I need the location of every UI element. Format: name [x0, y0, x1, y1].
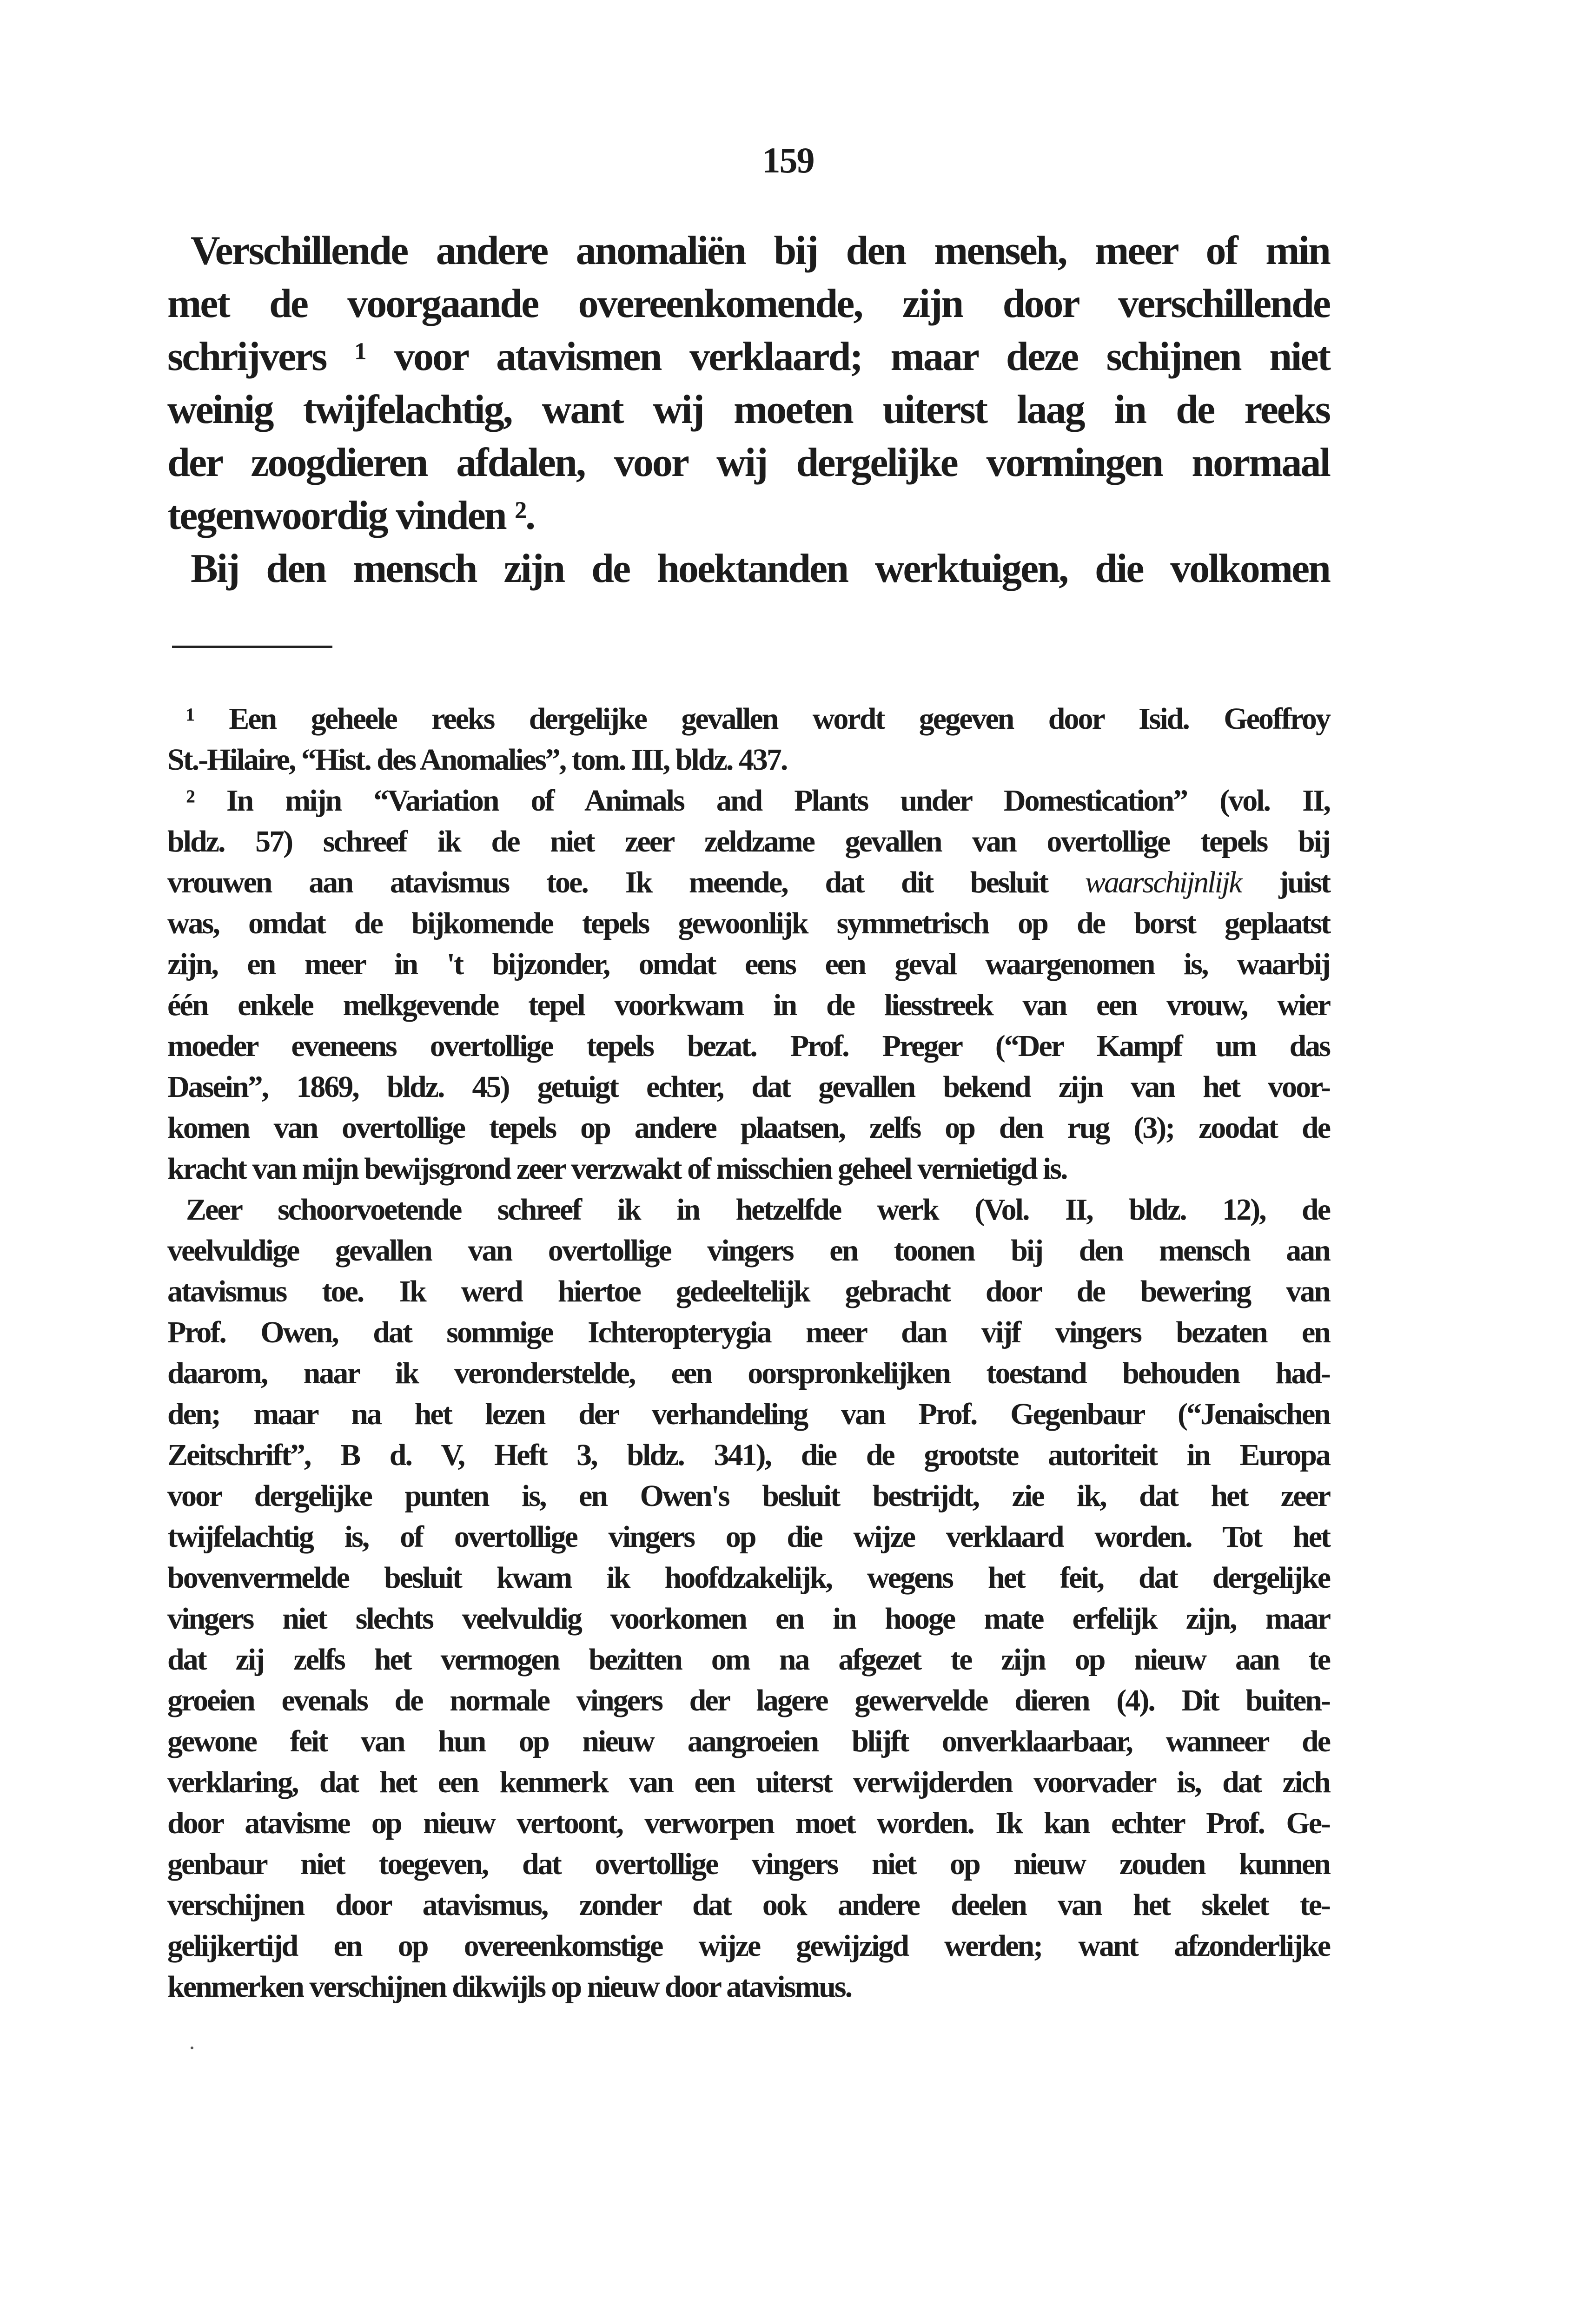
footnote-line: veelvuldige gevallen van overtollige vingers en toonen bij den mensch aan — [167, 1234, 1330, 1268]
footnote-line: Prof. Owen, dat sommige Ichteropterygia meer dan vijf vingers bezaten en — [167, 1315, 1330, 1349]
footnote-text: juist — [1278, 865, 1330, 899]
footnote-line: Zeer schoorvoetende schreef ik in hetzelfde werk (Vol. II, bldz. 12), de — [186, 1193, 1330, 1227]
footnote-line: ¹ Een geheele reeks dergelijke gevallen wordt gegeven door Isid. Geoffroy — [186, 702, 1330, 736]
footnote-line: zijn, en meer in 't bijzonder, omdat eens een geval waargenomen is, waarbij — [167, 947, 1330, 981]
footnote-line: ² In mijn “Variation of Animals and Plants under Domestication” (vol. II, — [186, 784, 1330, 818]
scan-speck — [191, 2047, 193, 2049]
body-line: tegenwoordig vinden ². — [167, 493, 535, 538]
footnotes — [167, 701, 1330, 2005]
footnote-line: bovenvermelde besluit kwam ik hoofdzakelijk, wegens het feit, dat dergelijke — [167, 1561, 1330, 1595]
footnote-line: daarom, naar ik veronderstelde, een oorspronkelijken toestand behouden had- — [167, 1356, 1330, 1390]
footnote-line: Zeitschrift”, B d. V, Heft 3, bldz. 341), die de grootste autoriteit in Europa — [167, 1438, 1330, 1472]
footnote-line: genbaur niet toegeven, dat overtollige vingers niet op nieuw zouden kunnen — [167, 1847, 1330, 1881]
main-text — [167, 228, 1330, 592]
body-line: Bij den mensch zijn de hoektanden werktuigen, die volkomen — [191, 546, 1330, 591]
italic-word: waarschijnlijk — [1085, 865, 1241, 899]
footnote-line: atavismus toe. Ik werd hiertoe gedeeltelijk gebracht door de bewering van — [167, 1274, 1330, 1308]
footnote-line: groeien evenals de normale vingers der lagere gewervelde dieren (4). Dit buiten- — [167, 1684, 1330, 1717]
body-line: schrijvers ¹ voor atavismen verklaard; maar deze schijnen niet — [167, 334, 1330, 379]
footnote-line: was, omdat de bijkomende tepels gewoonlijk symmetrisch op de borst geplaatst — [167, 906, 1330, 940]
footnote-line: voor dergelijke punten is, en Owen's besluit bestrijdt, zie ik, dat het zeer — [167, 1479, 1330, 1513]
footnote-line: verklaring, dat het een kenmerk van een uiterst verwijderden voorvader is, dat zich — [167, 1765, 1330, 1799]
footnote-line: vingers niet slechts veelvuldig voorkomen en in hooge mate erfelijk zijn, maar — [167, 1602, 1330, 1636]
footnote-line: twijfelachtig is, of overtollige vingers op die wijze verklaard worden. Tot het — [167, 1520, 1330, 1554]
page-number: 159 — [762, 140, 814, 180]
footnote-line: één enkele melkgevende tepel voorkwam in de liesstreek van een vrouw, wier — [167, 988, 1330, 1022]
footnote-line: komen van overtollige tepels op andere plaatsen, zelfs op den rug (3); zoodat de — [167, 1111, 1330, 1145]
footnote-line: gewone feit van hun op nieuw aangroeien blijft onverklaarbaar, wanneer de — [167, 1724, 1330, 1758]
body-line: weinig twijfelachtig, want wij moeten uiterst laag in de reeks — [167, 387, 1330, 432]
footnote-line: moeder eveneens overtollige tepels bezat. Prof. Preger (“Der Kampf um das — [167, 1029, 1330, 1063]
footnote-line: verschijnen door atavismus, zonder dat ook andere deelen van het skelet te- — [167, 1888, 1330, 1922]
footnote-line: dat zij zelfs het vermogen bezitten om na afgezet te zijn op nieuw aan te — [167, 1643, 1330, 1677]
footnote-line: gelijkertijd en op overeenkomstige wijze gewijzigd werden; want afzonderlijke — [167, 1929, 1330, 1963]
footnote-line: Dasein”, 1869, bldz. 45) getuigt echter, dat gevallen bekend zijn van het voor- — [167, 1070, 1330, 1104]
footnote-line: kracht van mijn bewijsgrond zeer verzwakt of misschien geheel vernietigd is. — [167, 1152, 1067, 1186]
footnote-text: vrouwen aan atavismus toe. Ik meende, dat dit besluit — [167, 865, 1047, 899]
body-line: Verschillende andere anomaliën bij den menseh, meer of min — [191, 228, 1330, 273]
footnote-line: den; maar na het lezen der verhandeling van Prof. Gegenbaur (“Jenaischen — [167, 1397, 1330, 1431]
footnote-line: St.-Hilaire, “Hist. des Anomalies”, tom. III, bldz. 437. — [167, 743, 787, 777]
body-line: met de voorgaande overeenkomende, zijn door verschillende — [167, 281, 1330, 326]
footnote-separator — [172, 646, 332, 648]
footnote-line: bldz. 57) schreef ik de niet zeer zeldzame gevallen van overtollige tepels bij — [167, 825, 1330, 858]
footnote-line — [167, 865, 1330, 900]
body-line: der zoogdieren afdalen, voor wij dergelijke vormingen normaal — [167, 440, 1330, 485]
footnote-line: door atavisme op nieuw vertoont, verworpen moet worden. Ik kan echter Prof. Ge- — [167, 1806, 1330, 1840]
footnote-line: kenmerken verschijnen dikwijls op nieuw door atavismus. — [167, 1970, 852, 2004]
